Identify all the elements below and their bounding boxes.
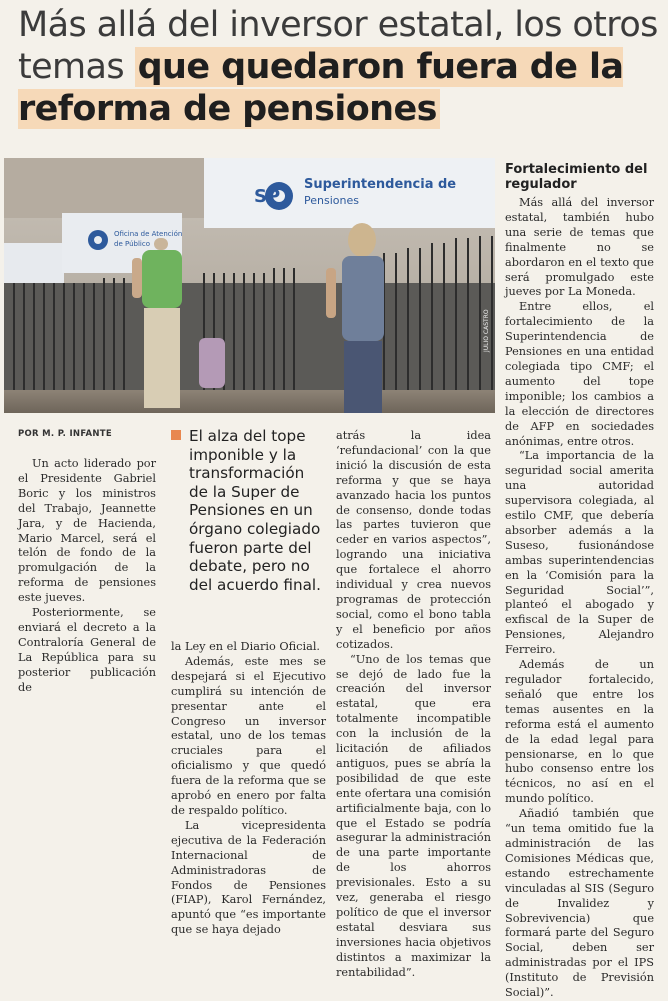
paragraph: Un acto liderado por el Presidente Gabriel Boric y los ministros del Trabajo, Jeannette Jara, y de Hacienda, Mario Marcel, será el telón de fondo de la promulgación de la reforma de pensiones este jueves. bbox=[18, 457, 156, 605]
paragraph: “Uno de los temas que se dejó de lado fue la creación del inversor estatal, que era totalmente incompatible con la inclusión de la licitación de afiliados antiguos, pues se abría la posibilidad de que este ente ofertara una comisión artificialmente baja, con lo que el Estado se podría asegurar la administración de una parte importante de los ahorros previsionales. Esto a su vez, generaba el riesgo político de que el inversor estatal desviara sus inversiones hacia objetivos distintos a maximizar la rentabilidad”. bbox=[336, 652, 491, 979]
column-3 bbox=[336, 429, 491, 981]
sign-logo: SP bbox=[254, 186, 281, 207]
paragraph: Más allá del inversor estatal, también hubo una serie de temas que finalmente no se abordaron en el texto que será promulgado este jueves por La Moneda. bbox=[505, 196, 654, 299]
paragraph: atrás la idea ‘refundacional’ con la que inició la discusión de esta reforma y que se haya avanzado hacia los puntos de consenso, donde todas las partes tuvieron que ceder en varios aspectos”, logrando una iniciativa que fortalece el ahorro individual y crea nuevos programas de protección social, como el bono tabla y el beneficio por años cotizados. bbox=[336, 429, 491, 651]
sign-main-line1: Superintendencia de bbox=[304, 177, 457, 192]
photo-credit: JULIO CASTRO bbox=[483, 309, 490, 352]
sign-left-line1: Oficina de Atención bbox=[114, 230, 183, 238]
paragraph: Entre ellos, el fortalecimiento de la Superintendencia de Pensiones en una entidad colegiada tipo CMF; el aumento del tope imponible; los cambios a la elección de directores de AFP en sociedades anónimas, entre otros. bbox=[505, 300, 654, 448]
pull-quote bbox=[171, 427, 326, 594]
column-1 bbox=[18, 457, 156, 696]
headline-highlight: que quedaron fuera de la reforma de pensiones bbox=[18, 47, 624, 129]
paragraph: La vicepresidenta ejecutiva de la Federación Internacional de Administradoras de Fondos de Pensiones (FIAP), Karol Fernández, apuntó que “es importante que se haya dejado bbox=[171, 818, 326, 937]
sign-left-line2: de Público bbox=[114, 240, 150, 248]
column-4 bbox=[505, 196, 654, 1001]
column-2 bbox=[171, 640, 326, 938]
headline bbox=[18, 4, 658, 130]
pull-quote-text: El alza del tope imponible y la transformación de la Super de Pensiones en un órgano colegiado fueron parte del debate, pero no del acuerdo final. bbox=[189, 427, 321, 594]
paragraph: Además de un regulador fortalecido, señaló que entre los temas ausentes en la reforma está el aumento de la edad legal para pensionarse, en lo que hubo consenso entre los técnicos, no así en el mundo político. bbox=[505, 658, 654, 806]
article-photo bbox=[4, 158, 495, 413]
paragraph: la Ley en el Diario Oficial. bbox=[171, 640, 321, 653]
paragraph: Además, este mes se despejará si el Ejecutivo cumplirá su intención de presentar ante el Congreso un inversor estatal, uno de los temas cruciales para el oficialismo y que quedó fuera de la reforma que se aprobó en enero por falta de respaldo político. bbox=[171, 654, 326, 817]
headline-plain: Más allá del inversor estatal, los otros temas bbox=[18, 5, 658, 87]
sign-main-line2: Pensiones bbox=[304, 194, 359, 207]
byline: POR M. P. INFANTE bbox=[18, 429, 112, 439]
square-bullet-icon bbox=[171, 430, 181, 440]
paragraph: “La importancia de la seguridad social amerita una autoridad supervisora colegiada, al estilo CMF, que debería absorber además a la Suseso, fusionándose ambas superintendencias en la ‘Comisión para la Seguridad Social’”, planteó el abogado y exfiscal de la Super de Pensiones, Alejandro Ferreiro. bbox=[505, 449, 654, 657]
paragraph: Añadió también que “un tema omitido fue la administración de las Comisiones Médicas que, estando estrechamente vinculadas al SIS (Seguro de Invalidez y Sobrevivencia) que formará parte del Seguro Social, deben ser administradas por el IPS (Instituto de Previsión Social)”. bbox=[505, 807, 654, 1000]
paragraph: Posteriormente, se enviará el decreto a la Contraloría General de La República para su posterior publicación de bbox=[18, 606, 156, 694]
subheading: Fortalecimiento del regulador bbox=[505, 162, 648, 192]
